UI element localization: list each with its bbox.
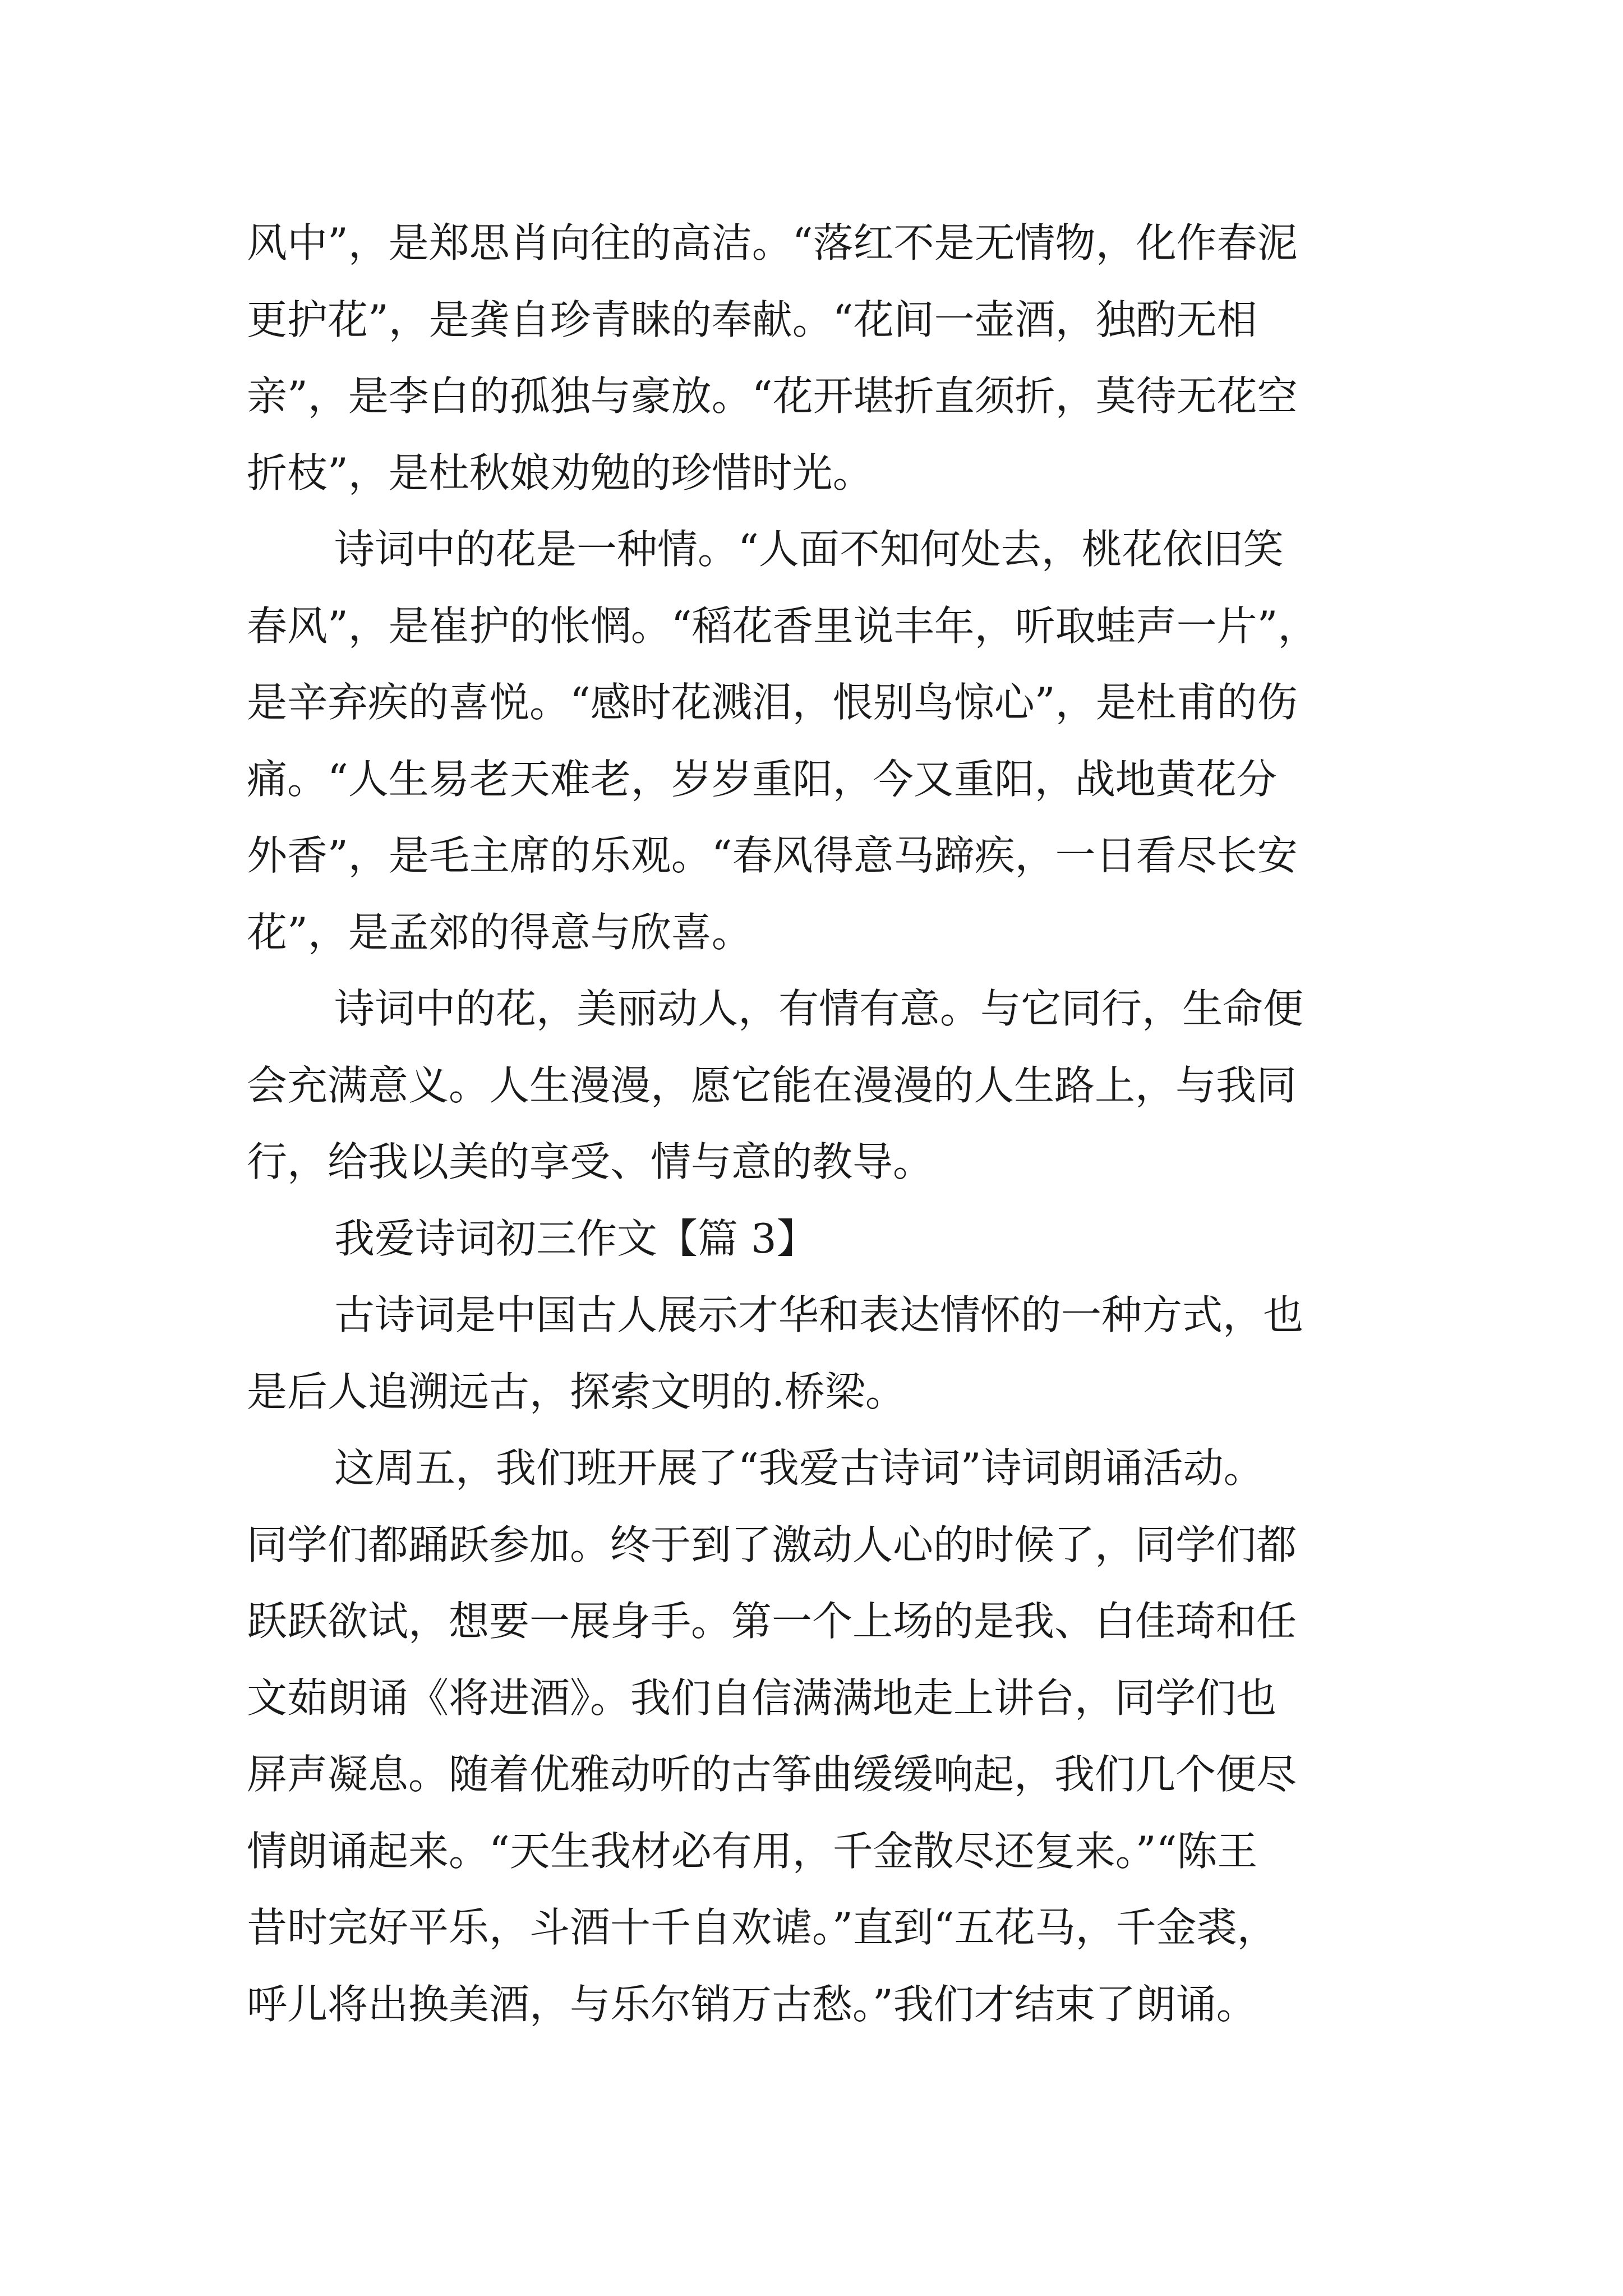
text-line: 诗词中的花，美丽动人，有情有意。与它同行，生命便 bbox=[334, 985, 1304, 1032]
text-line: 春风”，是崔护的怅惘。“稻花香里说丰年，听取蛙声一片”， bbox=[247, 602, 1318, 650]
text-line: 痛。“人生易老天难老，岁岁重阳，今又重阳，战地黄花分 bbox=[247, 755, 1277, 803]
section-heading-part-3 bbox=[247, 1200, 1380, 1277]
text-line: 呼儿将出换美酒，与乐尔销万古愁。”我们才结束了朗诵。 bbox=[247, 1980, 1257, 2028]
text-line: 古诗词是中国古人展示才华和表达情怀的一种方式，也 bbox=[334, 1291, 1304, 1338]
text-line: 情朗诵起来。“天生我材必有用，千金散尽还复来。”“陈王 bbox=[247, 1827, 1258, 1875]
paragraph-intro-poetry bbox=[247, 1277, 1380, 1430]
paragraph-recitation-event bbox=[247, 1430, 1380, 2042]
text-line: 更护花”，是龚自珍青睐的奉献。“花间一壶酒，独酌无相 bbox=[247, 296, 1257, 343]
text-line: 昔时完好平乐，斗酒十千自欢谑。”直到“五花马，千金裘， bbox=[247, 1904, 1278, 1951]
text-line: 行，给我以美的享受、情与意的教导。 bbox=[247, 1138, 934, 1185]
text-line: 是辛弃疾的喜悦。“感时花溅泪，恨别鸟惊心”，是杜甫的伤 bbox=[247, 679, 1298, 726]
text-line: 同学们都踊跃参加。终于到了激动人心的时候了，同学们都 bbox=[247, 1521, 1297, 1568]
text-line: 诗词中的花是一种情。“人面不知何处去，桃花依旧笑 bbox=[334, 526, 1284, 573]
paragraph-flowers-emotion bbox=[247, 511, 1380, 970]
text-line: 花”，是孟郊的得意与欣喜。 bbox=[247, 908, 752, 956]
text-line: 文茹朗诵《将进酒》。我们自信满满地走上讲台，同学们也 bbox=[247, 1674, 1277, 1722]
text-line: 亲”，是李白的孤独与豪放。“花开堪折直须折，莫待无花空 bbox=[247, 372, 1298, 420]
text-line: 跃跃欲试，想要一展身手。第一个上场的是我、白佳琦和任 bbox=[247, 1598, 1297, 1645]
document-page bbox=[247, 205, 1380, 2042]
text-line: 这周五，我们班开展了“我爱古诗词”诗词朗诵活动。 bbox=[334, 1444, 1264, 1492]
text-line: 屏声凝息。随着优雅动听的古筝曲缓缓响起，我们几个便尽 bbox=[247, 1751, 1297, 1798]
paragraph-flowers-continued bbox=[247, 205, 1380, 511]
text-line: 风中”，是郑思肖向往的高洁。“落红不是无情物，化作春泥 bbox=[247, 219, 1298, 266]
section-heading: 我爱诗词初三作文【篇 3】 bbox=[334, 1214, 817, 1262]
text-line: 折枝”，是杜秋娘劝勉的珍惜时光。 bbox=[247, 449, 873, 496]
text-line: 会充满意义。人生漫漫，愿它能在漫漫的人生路上，与我同 bbox=[247, 1061, 1297, 1109]
paragraph-conclusion bbox=[247, 970, 1380, 1200]
text-line: 外香”，是毛主席的乐观。“春风得意马蹄疾，一日看尽长安 bbox=[247, 832, 1298, 879]
text-line: 是后人追溯远古，探索文明的.桥梁。 bbox=[247, 1368, 906, 1415]
